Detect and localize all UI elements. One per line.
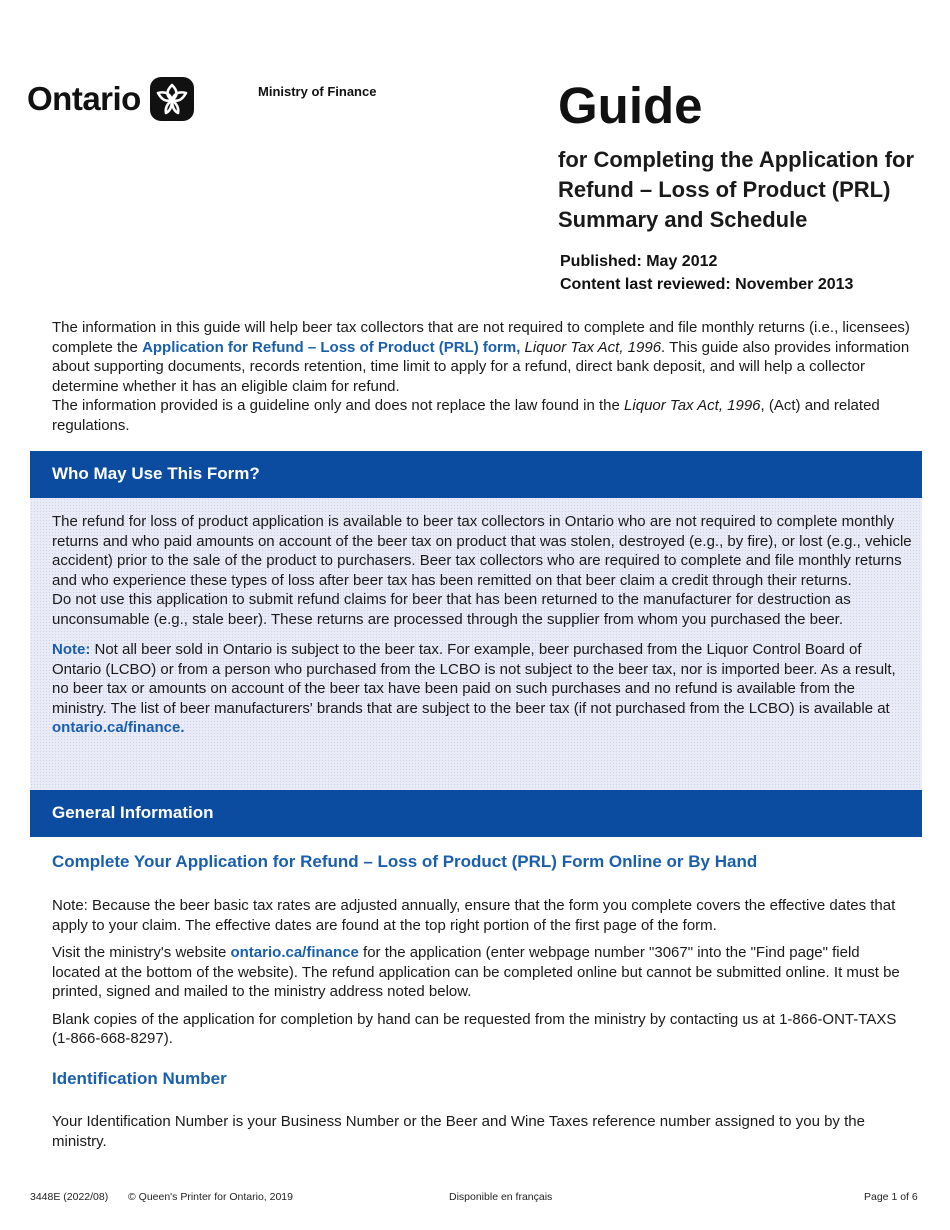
identification-number-text: [52, 1112, 912, 1159]
form-number: 3448E (2022/08): [30, 1191, 109, 1203]
complete-application-heading: Complete Your Application for Refund – Loss of Product (PRL) Form Online or By Hand: [52, 852, 758, 871]
finance-website-link[interactable]: ontario.ca/finance: [230, 944, 359, 961]
disclaimer-text: The information provided is a guideline only and does not replace the law found in the: [52, 397, 625, 414]
logo-text: Ontario: [27, 80, 141, 117]
intro-section: [52, 318, 912, 435]
website-text-continued: for the application (enter webpage number "3067" into the "Find page" field located at the bottom of the website). The refund application can be completed online but cannot be submitted online. It must be printed, signed and mailed to the ministry address noted below.: [52, 944, 900, 1000]
identification-number-heading: Identification Number: [52, 1069, 227, 1088]
publication-info: [560, 250, 853, 296]
note-paragraph: [52, 640, 912, 738]
act-name: Liquor Tax Act, 1996: [520, 338, 662, 356]
general-content: [52, 896, 912, 1057]
intro-text-continued: . This guide also provides information about supporting documents, records retention, time limit to apply for a refund, direct bank deposit, and will help a collector determine whether it has an eligible claim for refund.: [52, 338, 910, 395]
blank-copies-paragraph: Blank copies of the application for completion by hand can be requested from the ministry by contacting us at 1-866-ONT-TAXS (1-866-668-8297).: [52, 1010, 897, 1047]
who-may-use-heading: Who May Use This Form?: [30, 451, 922, 498]
tax-rate-note: Note: Because the beer basic tax rates are adjusted annually, ensure that the form you complete covers the effective dates that apply to your claim. The effective dates are found at the top right portion of the first page of the form.: [52, 897, 896, 934]
published-date: Published: May 2012: [560, 253, 718, 270]
application-form-link[interactable]: Application for Refund – Loss of Product (PRL) form,: [142, 338, 521, 356]
finance-link[interactable]: ontario.ca/finance.: [52, 719, 185, 736]
identification-number-paragraph: Your Identification Number is your Business Number or the Beer and Wine Taxes reference number assigned to you by the ministry.: [52, 1113, 865, 1150]
guide-title: Guide: [558, 77, 703, 134]
note-label: Note:: [52, 641, 91, 658]
intro-text: The information in this guide will help beer tax collectors that are not required to complete and file monthly returns (i.e., licensees) complete the: [52, 319, 910, 356]
page-number: Page 1 of 6: [864, 1191, 918, 1203]
disclaimer-paragraph: [52, 396, 912, 435]
act-name: Liquor Tax Act, 1996: [624, 397, 761, 414]
note-text: Not all beer sold in Ontario is subject to the beer tax. For example, beer purchased from the Liquor Control Board of Ontario (LCBO) or from a person who purchased from the LCBO is not subject to the beer tax, nor is imported beer. As a result, no beer tax or amounts on account of the beer tax have been paid on such purchases and no refund is available from the ministry. The list of beer manufacturers' brands that are subject to the beer tax (if not purchased from the LCBO) is available at: [52, 641, 896, 717]
website-paragraph: [52, 943, 912, 1002]
disclaimer-text-continued: , (Act) and related regulations.: [52, 397, 880, 434]
ministry-name: Ministry of Finance: [258, 84, 377, 99]
exclusion-paragraph: Do not use this application to submit refund claims for beer that has been returned to the manufacturer for destruction as unconsumable (e.g., stale beer). These returns are processed through the supplier from whom you purchased the beer.: [52, 591, 851, 628]
who-may-use-content: [52, 512, 912, 738]
eligibility-paragraph: The refund for loss of product application is available to beer tax collectors in Ontario who are not required to complete monthly returns and who paid amounts on account of the beer tax on product that was stolen, destroyed (e.g., by fire), or lost (e.g., vehicle accident) prior to the sale of the product to purchasers. Beer tax collectors who are required to complete and file monthly returns and who experience these types of loss after beer tax has been remitted on that beer claim a credit through their returns.: [52, 513, 912, 589]
reviewed-date: Content last reviewed: November 2013: [560, 276, 854, 293]
website-text: Visit the ministry's website: [52, 944, 231, 961]
general-information-heading: General Information: [30, 790, 922, 837]
ontario-logo: [27, 73, 195, 125]
intro-paragraph: [52, 318, 912, 396]
trillium-icon: [149, 76, 195, 122]
guide-subtitle: for Completing the Application for Refund – Loss of Product (PRL) Summary and Schedule: [558, 147, 915, 232]
copyright: © Queen's Printer for Ontario, 2019: [128, 1191, 293, 1203]
french-availability: Disponible en français: [449, 1191, 553, 1203]
